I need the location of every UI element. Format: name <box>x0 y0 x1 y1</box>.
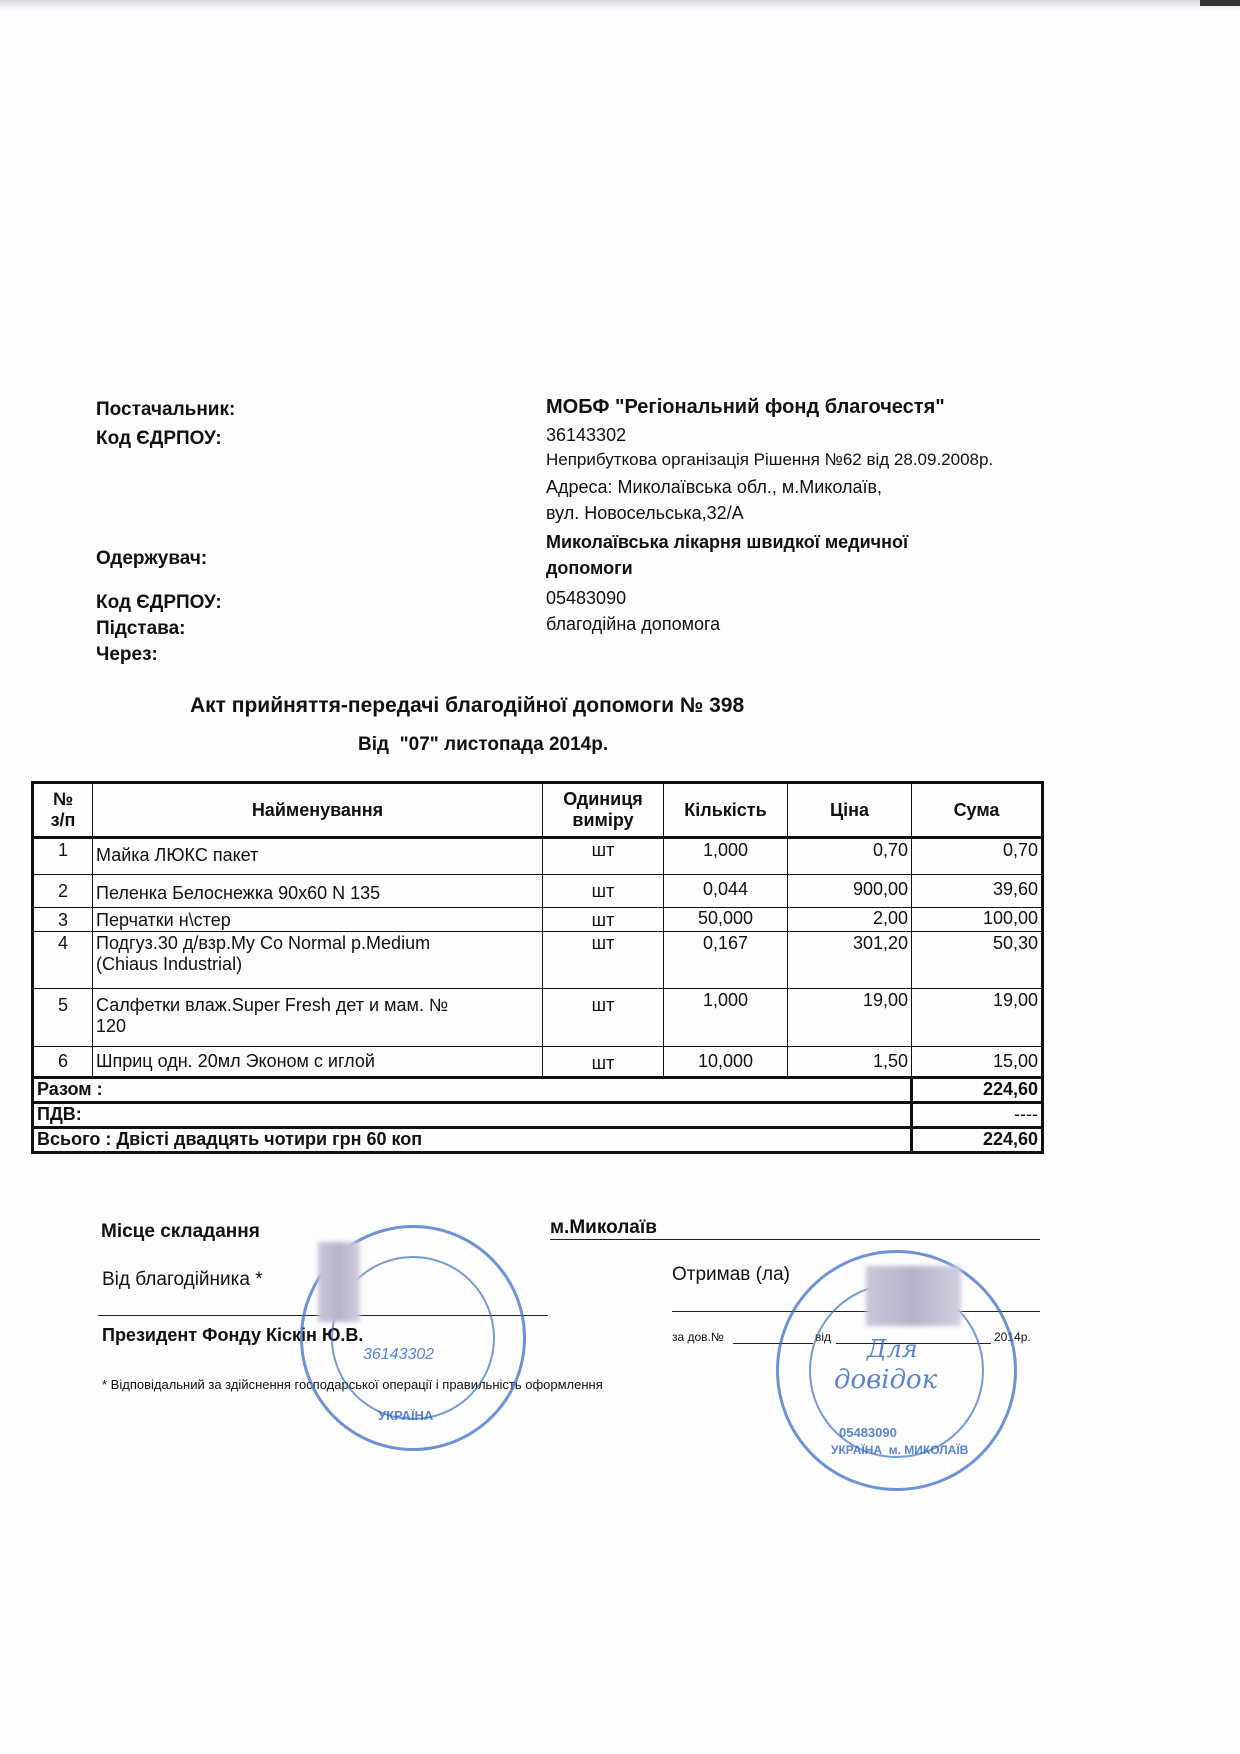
col-header-name: Найменування <box>93 783 543 838</box>
hospital-stamp-line-1: Для <box>867 1335 918 1363</box>
row-price: 0,70 <box>788 838 912 875</box>
grand-total-value: 224,60 <box>912 1128 1043 1153</box>
vat-value: ---- <box>912 1103 1043 1128</box>
table-header-row <box>33 783 1043 838</box>
recipient-code: 05483090 <box>546 588 627 608</box>
footnote: * Відповідальний за здійснення господарської операції і правильність оформлення <box>102 1377 603 1392</box>
row-quantity: 1,000 <box>664 989 788 1047</box>
row-number: 2 <box>33 875 93 908</box>
row-name: Шприц одн. 20мл Эконом с иглой <box>93 1047 543 1078</box>
via-label: Через: <box>96 644 158 665</box>
recipient-code-label: Код ЄДРПОУ: <box>96 592 222 613</box>
row-price: 2,00 <box>788 908 912 932</box>
col-header-number: № з/п <box>33 783 93 838</box>
supplier-address-line-2: вул. Новосельська,32/А <box>546 503 744 523</box>
row-name: Пеленка Белоснежка 90х60 N 135 <box>93 875 543 908</box>
row-quantity: 50,000 <box>664 908 788 932</box>
total-row <box>33 1078 1043 1103</box>
row-unit: шт <box>543 932 664 989</box>
row-quantity: 10,000 <box>664 1047 788 1078</box>
president-name: Президент Фонду Кіскін Ю.В. <box>102 1325 364 1345</box>
row-sum: 15,00 <box>912 1047 1043 1078</box>
row-sum: 0,70 <box>912 838 1043 875</box>
recipient-name-line-2: допомоги <box>546 558 633 578</box>
row-number: 6 <box>33 1047 93 1078</box>
row-quantity: 0,044 <box>664 875 788 908</box>
grand-total-label: Всього : Двісті двадцять чотири грн 60 коп <box>33 1128 912 1153</box>
table-row <box>33 875 1043 908</box>
received-label: Отримав (ла) <box>672 1264 790 1285</box>
hospital-stamp-country: УКРАЇНА м. МИКОЛАЇВ <box>831 1443 969 1457</box>
scan-corner-mark <box>1200 0 1240 6</box>
place-value: м.Миколаїв <box>550 1217 657 1238</box>
row-price: 1,50 <box>788 1047 912 1078</box>
row-name: Перчатки н\стер <box>93 908 543 932</box>
donor-stamp-code: 36143302 <box>363 1346 435 1363</box>
proxy-label: за дов.№ <box>672 1330 724 1344</box>
hospital-stamp-line-2: довідок <box>834 1365 938 1395</box>
supplier-code-label: Код ЄДРПОУ: <box>96 428 222 449</box>
items-table <box>31 781 1044 1154</box>
row-unit: шт <box>543 838 664 875</box>
table-row <box>33 989 1043 1047</box>
hospital-stamp-code: 05483090 <box>839 1425 897 1440</box>
row-number: 3 <box>33 908 93 932</box>
row-sum: 19,00 <box>912 989 1043 1047</box>
row-unit: шт <box>543 1047 664 1078</box>
row-sum: 100,00 <box>912 908 1043 932</box>
recipient-name-line-1: Миколаївська лікарня швидкої медичної <box>546 532 909 552</box>
supplier-address-line-1: Адреса: Миколаївська обл., м.Миколаїв, <box>546 477 883 497</box>
col-header-unit: Одиниця виміру <box>543 783 664 838</box>
supplier-label: Постачальник: <box>96 399 236 420</box>
row-unit: шт <box>543 908 664 932</box>
row-unit: шт <box>543 875 664 908</box>
proxy-year: 2014р. <box>994 1330 1031 1344</box>
table-row <box>33 908 1043 932</box>
vat-row <box>33 1103 1043 1128</box>
supplier-note: Неприбуткова організація Рішення №62 від 28.09.2008р. <box>546 450 994 469</box>
supplier-name: МОБФ "Регіональний фонд благочестя" <box>546 396 945 418</box>
col-header-price: Ціна <box>788 783 912 838</box>
col-header-quantity: Кількість <box>664 783 788 838</box>
supplier-code: 36143302 <box>546 425 627 445</box>
row-unit: шт <box>543 989 664 1047</box>
row-quantity: 0,167 <box>664 932 788 989</box>
act-title: Акт прийняття-передачі благодійної допомоги № 398 <box>190 694 745 717</box>
row-sum: 39,60 <box>912 875 1043 908</box>
row-number: 5 <box>33 989 93 1047</box>
row-price: 19,00 <box>788 989 912 1047</box>
act-date: Від "07" листопада 2014р. <box>358 734 609 755</box>
basis-label: Підстава: <box>96 618 186 639</box>
proxy-from-label: від <box>815 1330 832 1344</box>
basis-value: благодійна допомога <box>546 614 721 634</box>
vat-label: ПДВ: <box>33 1103 912 1128</box>
from-donor-label: Від благодійника * <box>102 1269 263 1290</box>
row-name: Майка ЛЮКС пакет <box>93 838 543 875</box>
row-name: Салфетки влаж.Super Fresh дет и мам. № 120 <box>93 989 543 1047</box>
place-label: Місце складання <box>101 1221 260 1242</box>
recipient-label: Одержувач: <box>96 548 208 569</box>
col-header-sum: Сума <box>912 783 1043 838</box>
table-row <box>33 838 1043 875</box>
grand-total-row <box>33 1128 1043 1153</box>
row-number: 4 <box>33 932 93 989</box>
donor-stamp-country: УКРАЇНА <box>378 1408 434 1423</box>
row-price: 900,00 <box>788 875 912 908</box>
row-name: Подгуз.30 д/взр.My Co Normal р.Medium (Chiaus Industrial) <box>93 932 543 989</box>
row-price: 301,20 <box>788 932 912 989</box>
table-row <box>33 1047 1043 1078</box>
scan-edge-shadow <box>0 0 1240 10</box>
place-line <box>550 1217 1040 1240</box>
table-row <box>33 932 1043 989</box>
row-quantity: 1,000 <box>664 838 788 875</box>
row-sum: 50,30 <box>912 932 1043 989</box>
redacted-receiver-signature <box>866 1266 961 1326</box>
total-label: Разом : <box>33 1078 912 1103</box>
redacted-donor-signature <box>318 1242 360 1322</box>
total-value: 224,60 <box>912 1078 1043 1103</box>
row-number: 1 <box>33 838 93 875</box>
